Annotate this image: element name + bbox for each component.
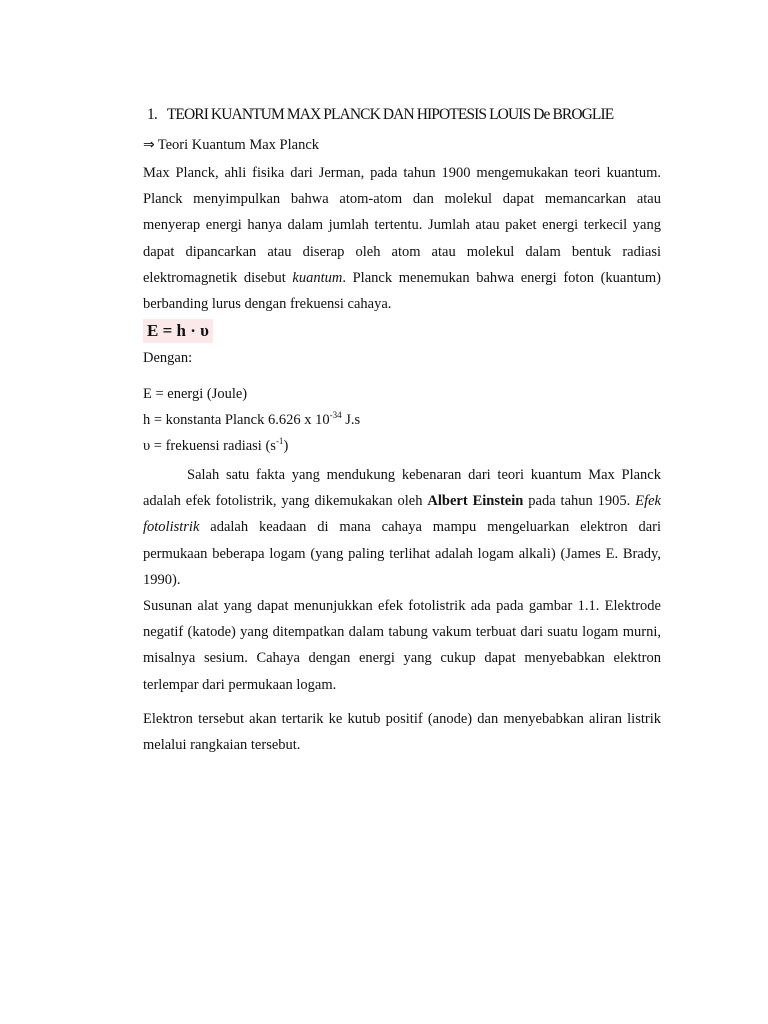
subheading-text: Teori Kuantum Max Planck <box>157 137 320 153</box>
double-arrow-icon: ⇒ <box>143 137 155 153</box>
definition-v-exponent: -1 <box>275 436 284 446</box>
definition-planck-constant <box>143 412 360 429</box>
einstein-paragraph <box>143 462 661 593</box>
einstein-text-1: Salah satu fakta yang mendukung kebenaran dari teori kuantum Max Planck adalah efek fotolistrik, yang dikemukakan oleh <box>143 467 661 510</box>
section-title: TEORI KUANTUM MAX PLANCK DAN HIPOTESIS LOUIS De BROGLIE <box>166 106 614 123</box>
intro-paragraph <box>143 160 661 317</box>
section-number: 1. <box>147 106 157 123</box>
dengan-label: Dengan: <box>143 350 193 366</box>
definition-v-close: ) <box>283 438 289 454</box>
section-heading <box>147 106 667 124</box>
definition-h-exponent: -34 <box>329 410 342 420</box>
alat-paragraph: Susunan alat yang dapat menunjukkan efek fotolistrik ada pada gambar 1.1. Elektrode negatif (katode) yang ditempatkan dalam tabung vakum terbuat dari suatu logam murni, misalnya sesium. Cahaya dengan energi yang cukup dapat menyebabkan elektron terlempar dari permukaan logam. <box>143 598 661 693</box>
einstein-text-3: adalah keadaan di mana cahaya mampu mengeluarkan elektron dari permukaan beberapa logam (yang paling terlihat adalah logam alkali) (James E. Brady, 1990). <box>143 519 661 588</box>
subheading <box>143 137 319 154</box>
einstein-name: Albert Einstein <box>427 493 524 510</box>
definition-h-text: h = konstanta Planck 6.626 x 10 <box>143 412 330 428</box>
intro-text-2: . Planck menemukan bahwa energi foton (kuantum) berbanding lurus dengan frekuensi cahaya. <box>143 269 661 313</box>
planck-formula: E = h · υ <box>143 319 213 343</box>
definition-energy: E = energi (Joule) <box>143 386 248 402</box>
definition-v-text: υ = frekuensi radiasi (s <box>143 438 276 454</box>
intro-text-1: Max Planck, ahli fisika dari Jerman, pada tahun 1900 mengemukakan teori kuantum. Planck menyimpulkan bahwa atom-atom dan molekul dapat memancarkan atau menyerap energi hanya dalam jumlah tertentu. Jumlah atau paket energi terkecil yang dapat dipancarkan atau diserap oleh atom atau molekul dalam bentuk radiasi elektromagnetik disebut <box>143 165 661 286</box>
definition-frequency <box>143 438 288 455</box>
einstein-text-2: pada tahun 1905. <box>523 493 636 510</box>
fotolistrik-term: Efek fotolistrik <box>143 493 661 536</box>
intro-italic-term: kuantum <box>292 269 343 286</box>
elektron-paragraph: Elektron tersebut akan tertarik ke kutub positif (anode) dan menyebabkan aliran listrik melalui rangkaian tersebut. <box>143 711 661 754</box>
definition-h-unit: J.s <box>341 412 361 428</box>
